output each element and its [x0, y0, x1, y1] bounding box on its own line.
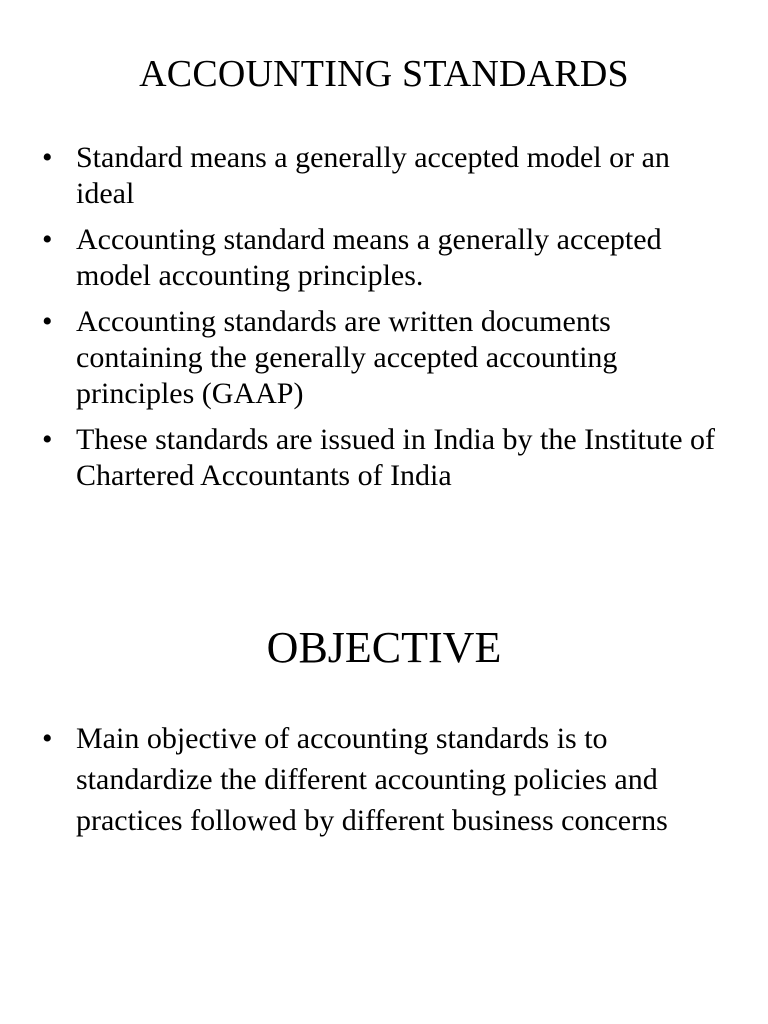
bullet-text: These standards are issued in India by the Institute of Chartered Accountants of India — [76, 423, 715, 492]
bullet-item — [42, 304, 732, 412]
bullet-icon: • — [42, 223, 53, 256]
bullet-text: Accounting standards are written documents containing the generally accepted accounting principles (GAAP) — [76, 305, 618, 410]
slide-title-accounting-standards: ACCOUNTING STANDARDS — [139, 53, 629, 95]
bullet-text: Standard means a generally accepted model or an ideal — [76, 141, 670, 210]
bullet-list-accounting-standards — [42, 140, 732, 504]
bullet-item — [42, 222, 732, 294]
bullet-icon: • — [42, 305, 53, 338]
bullet-icon: • — [42, 141, 53, 174]
bullet-list-objective — [42, 718, 702, 841]
bullet-item — [42, 140, 732, 212]
bullet-icon: • — [42, 722, 53, 755]
bullet-text: Accounting standard means a generally accepted model accounting principles. — [76, 223, 662, 292]
slide-title-objective: OBJECTIVE — [266, 623, 502, 672]
slide-objective — [0, 540, 768, 1024]
bullet-item — [42, 422, 732, 494]
bullet-text: Main objective of accounting standards is to standardize the different accounting policies and practices followed by different business concerns — [76, 722, 668, 837]
bullet-item — [42, 718, 702, 841]
bullet-icon: • — [42, 423, 53, 456]
